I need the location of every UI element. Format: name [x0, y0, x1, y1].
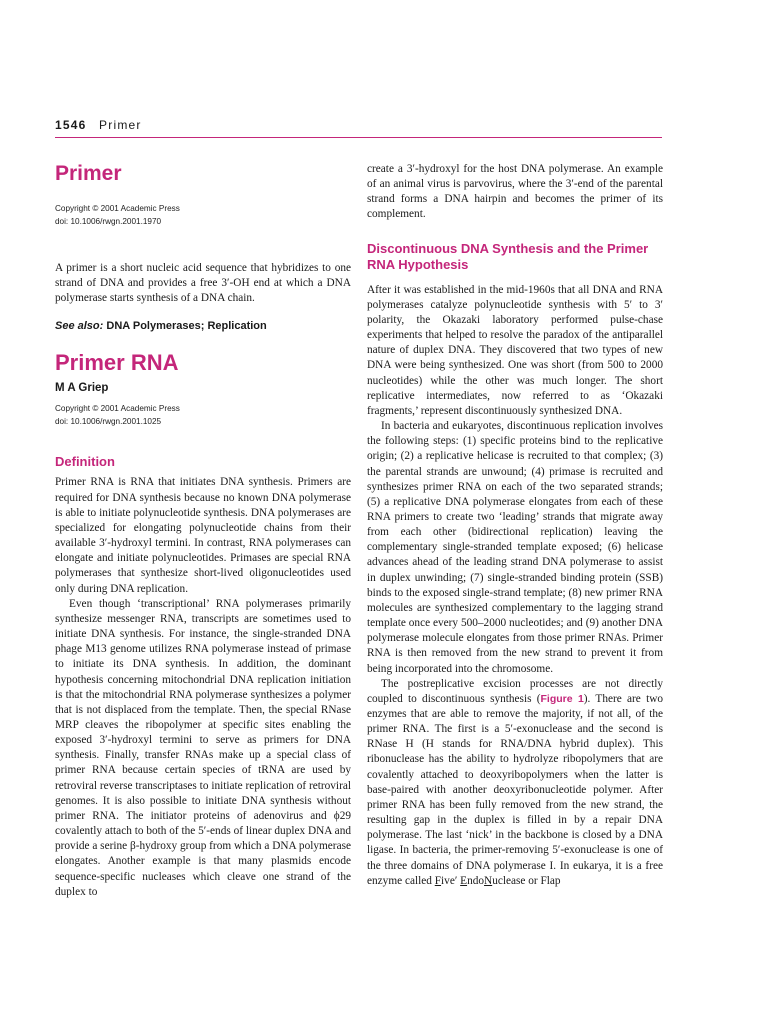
page-number: 1546	[55, 118, 87, 132]
definition-paragraph-2: Even though ‘transcriptional’ RNA polymerases primarily synthesize messenger RNA, transcripts are sometimes used to initiate DNA synthesis. For instance, the single-stranded DNA phage M13 genome utilizes RNA polymerase instead of primase to initiate its DNA synthesis. In addition, the dominant hypothesis concerning mitochondrial DNA replication initiation is that the mitochondrial RNA polymerase synthesizes a polymer that is not displaced from the template. Then, the special RNase MRP cleaves the ribopolymer at specific sites enabling the exposed 3′-hydroxyl termini to serve as primers for DNA synthesis. Finally, transfer RNAs make up a special class of primer RNA because certain species of tRNA are used by retroviral reverse transcriptases to initiate replication of retroviral genomes. It is also possible to initiate DNA synthesis without primer RNA. The initiator proteins of adenovirus and ϕ29 covalently attach to both of the 5′-ends of linear duplex DNA and provide a serine β-hydroxy group from which a DNA polymerase elongates. Another example is that many plasmids encode sequence-specific nucleases which cleave one strand of the duplex to	[55, 597, 351, 898]
author: M A Griep	[55, 382, 109, 395]
continued-paragraph: create a 3′-hydroxyl for the host DNA polymerase. An example of an animal virus is parvovirus, where the 3′-end of the parental strand forms a DNA hairpin and becomes the primer of its complement.	[367, 163, 663, 221]
see-also-links[interactable]: DNA Polymerases; Replication	[106, 320, 267, 333]
discontinuous-paragraph-2: In bacteria and eukaryotes, discontinuous replication involves the following steps: (1) specific proteins bind to the replicative origin; (2) a replicative helicase is recruited to that complex; (3) the parental strands are unwound; (4) primase is recruited and synthesizes primer RNA on each of the two separated strands; (5) a replicative DNA polymerase elongates from each of these RNA primers to create two ‘leading’ strands that migrate away from each other (bidirectional replication) leaving the complementary single-stranded template exposed; (6) helicase advances ahead of the leading strand DNA polymerase to assist in duplex unwinding; (7) single-stranded binding protein (SSB) binds to the exposed single-strand template; (8) new primer RNA molecules are synthesized complementary to the lagging strand template once every 500–2000 nucleotides; and (9) another DNA polymerase molecule elongates from those primer RNAs. Primer RNA is then removed from the new strand to prevent it from being incorporated into the chromosome.	[367, 420, 663, 675]
acronym-letter-f: F	[434, 874, 442, 887]
p3-text-c: ive′	[441, 874, 461, 887]
p3-text-d: ndo	[467, 874, 485, 887]
discontinuous-paragraph-1: After it was established in the mid-1960s that all DNA and RNA polymerases catalyze polynucleotide synthesis with 5′ to 3′ polarity, the Okazaki laboratory performed pulse-chase experiments that helped to resolve the paradox of the antiparallel nature of duplex DNA. They discovered that two types of new DNA were being synthesized. One was short (from 500 to 2000 nucleotides) while the other was much longer. The short replicative intermediates, now referred to as ‘Okazaki fragments,’ represent discontinuously synthesized DNA.	[367, 283, 663, 417]
discontinuous-paragraph-3	[367, 677, 663, 889]
p3-text-e: uclease or Flap	[492, 874, 561, 887]
p3-text-b: ). There are two enzymes that are able to remove the majority, if not all, of the primer RNA. The first is a 5′-exonuclease and the second is RNase H (H stands for RNA/DNA hybrid duplex). This ribonuclease has the ability to hydrolyze ribopolymers that are covalently attached to deoxyribopolymers when the latter is base-paired with another deoxyribonucleotide polymer. After primer RNA has been fully removed from the new strand, the resulting gap in the duplex is filled in by a repair DNA polymerase. The last ‘nick’ in the backbone is closed by a DNA ligase. In bacteria, the primer-removing 5′-exonuclease is one of the three domains of DNA polymerase I. In eukarya, it is a free enzyme called	[367, 692, 664, 887]
definition-paragraph-1: Primer RNA is RNA that initiates DNA synthesis. Primers are required for DNA synthesis because no known DNA polymerase is able to initiate polynucleotide synthesis. DNA polymerases are specialized for elongating polynucleotide chains from their available 3′-hydroxyl termini. In contrast, RNA polymerases can elongate and initiate polynucleotides. Primases are special RNA polymerases that synthesize short-lived oligonucleotides used only during DNA replication.	[55, 476, 351, 595]
primer-copyright: Copyright © 2001 Academic Press	[55, 204, 180, 213]
p3-text-a: The postreplicative excision processes are not directly coupled to discontinuous synthesis (	[367, 677, 663, 705]
section-heading-discontinuous: Discontinuous DNA Synthesis and the Primer RNA Hypothesis	[367, 240, 649, 272]
running-head-section: Primer	[99, 118, 142, 132]
section-heading-definition: Definition	[55, 454, 115, 470]
figure-1-link[interactable]: Figure 1	[540, 692, 584, 705]
right-column	[367, 162, 663, 889]
header-rule	[55, 137, 662, 138]
primer-rna-doi: doi: 10.1006/rwgn.2001.1025	[55, 417, 162, 427]
entry-title-primer: Primer	[55, 162, 122, 185]
left-column	[55, 160, 351, 900]
acronym-letter-n: N	[484, 874, 493, 887]
see-also	[55, 320, 351, 332]
primer-doi: doi: 10.1006/rwgn.2001.1970	[55, 217, 162, 226]
see-also-label: See also:	[55, 320, 104, 333]
primer-rna-copyright: Copyright © 2001 Academic Press	[55, 404, 180, 414]
entry-title-primer-rna: Primer RNA	[55, 350, 179, 376]
running-head	[55, 118, 662, 132]
primer-body: A primer is a short nucleic acid sequence that hybridizes to one strand of DNA and provides a free 3′-OH end at which a DNA polymerase starts synthesis of a DNA chain.	[55, 262, 351, 305]
acronym-letter-e: E	[460, 874, 468, 887]
